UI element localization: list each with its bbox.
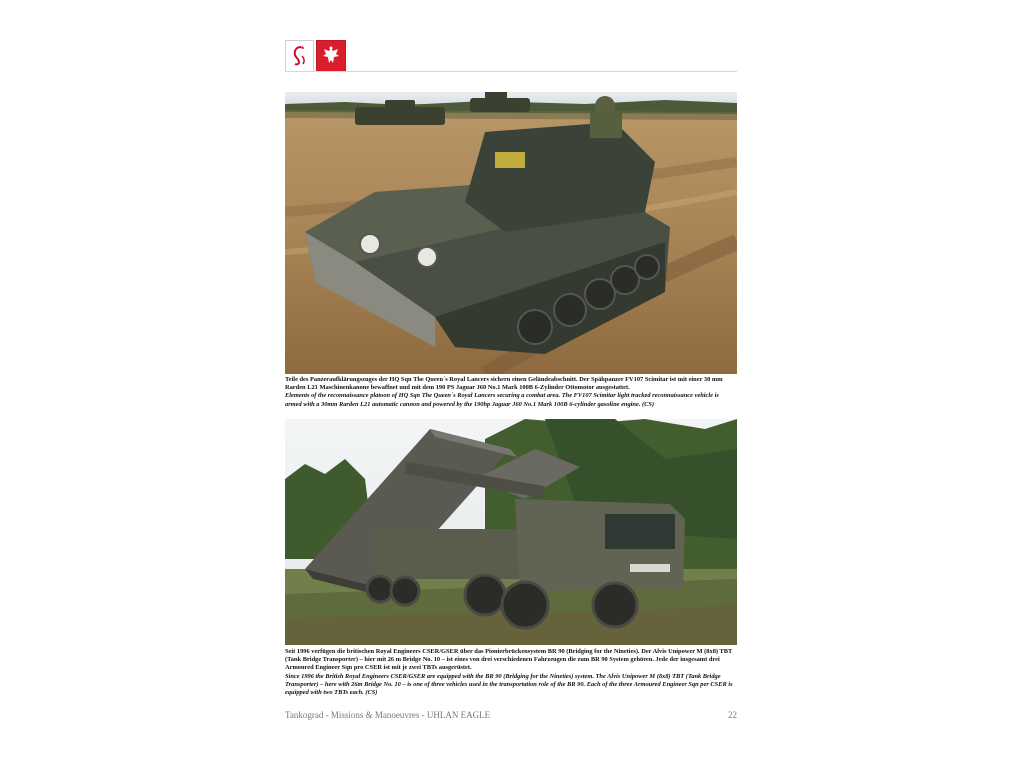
photo-bridge-transporter xyxy=(285,419,737,645)
magazine-page xyxy=(285,38,737,728)
caption-english: Elements of the reconnaissance platoon of HQ Sqn The Queen´s Royal Lancers securing a combat area. The FV107 Scimitar light tracked reconnaissance vehicle is armed with a 30mm Rarden L21 automatic cannon and powered by the 190hp Jaguar J60 No.1 Mark 100B 6-cylinder gasoline engine. (CS) xyxy=(285,392,719,408)
photo-scimitar xyxy=(285,92,737,374)
caption-german: Seit 1996 verfügen die britischen Royal Engineers CSER/GSER über das Pionierbrückensystem BR 90 (Bridging for the Nineties). Der Alvis Unipower M (8x8) TBT (Tank Bridge Transporter) – hier mit 26 m Bridge No. 10 – ist eines von drei verschiedenen Fahrzeugen die zum BR 90 System gehören. Jede der insgesamt drei Armoured Engineer Sqn pro CSER ist mit je zwei TBTs ausgerüstet. xyxy=(285,648,733,672)
photo-caption xyxy=(285,648,737,697)
publication-footer: Tankograd - Missions & Manoeuvres - UHLAN EAGLE xyxy=(285,710,491,720)
header-divider xyxy=(285,71,737,72)
header-emblems xyxy=(285,40,346,72)
photo-caption xyxy=(285,376,737,409)
polish-eagle-flag-icon xyxy=(316,40,346,72)
caption-german: Teile des Panzeraufklärungszuges der HQ Sqn The Queen´s Royal Lancers sichern einen Geländeabschnitt. Der Spähpanzer FV107 Scimitar ist mit einer 30 mm Rarden L21 Maschinenkanone bewaffnet und mit dem 190 PS Jaguar J60 No.1 Mark 100B 6-Zylinder Ottomotor ausgestattet. xyxy=(285,376,723,392)
regiment-badge-icon xyxy=(285,40,314,72)
caption-english: Since 1996 the British Royal Engineers CSER/GSER are equipped with the BR 90 (Bridging for the Nineties) system. The Alvis Unipower M (8x8) TBT (Tank Bridge Transporter) – here with 26m Bridge No. 10 – is one of three vehicles used in the transportation role of the BR 90. Each of the three Armoured Engineer Sqn per CSER is equipped with two TBTs each. (CS) xyxy=(285,672,733,697)
page-number: 22 xyxy=(728,710,737,720)
